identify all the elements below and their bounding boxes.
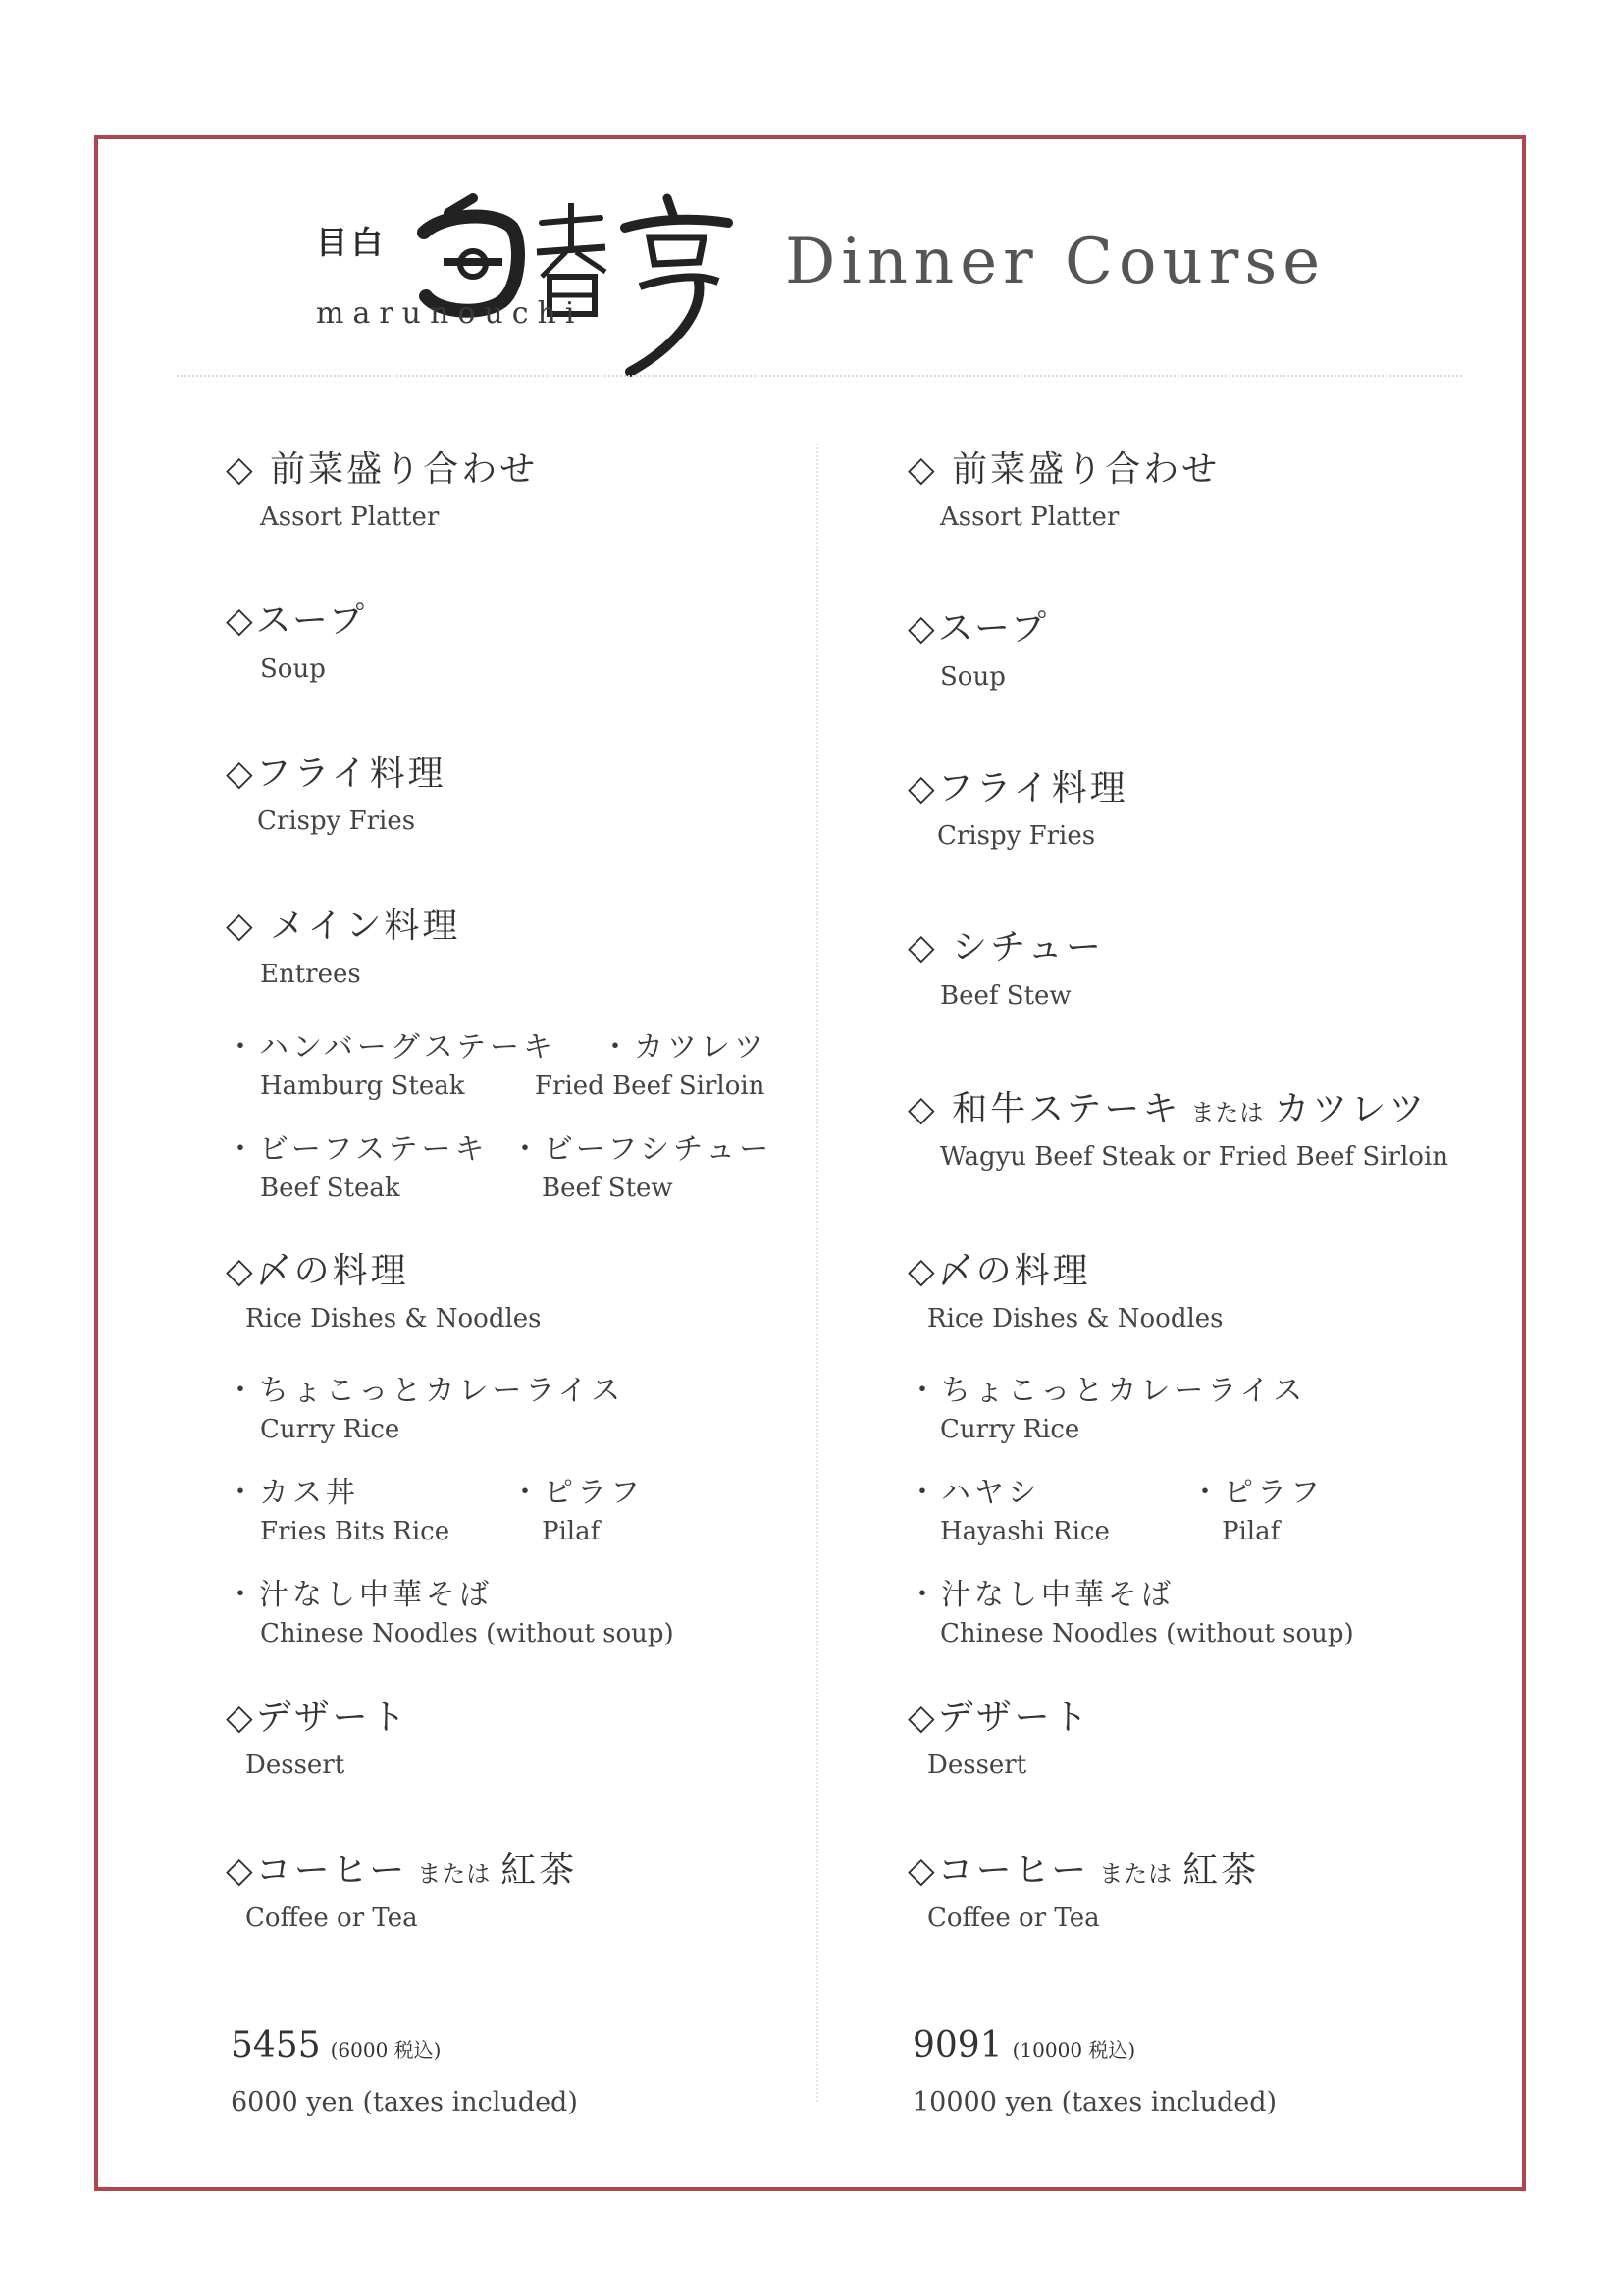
right-rice-jp: ◇〆の料理	[908, 1251, 1091, 1291]
left-noodle-jp: ・汁なし中華そば	[226, 1578, 493, 1612]
menu-frame	[94, 135, 1526, 2191]
left-pilaf-jp: ・ピラフ	[510, 1476, 644, 1510]
right-assort-jp: ◇ 前菜盛り合わせ	[908, 449, 1221, 490]
right-wagyu-en: Wagyu Beef Steak or Fried Beef Sirloin	[940, 1142, 1449, 1172]
left-soup-jp: ◇スープ	[226, 600, 368, 641]
left-hamburg-en: Hamburg Steak	[260, 1071, 465, 1101]
right-wagyu-jp: ◇ 和牛ステーキ または カツレツ	[908, 1089, 1428, 1129]
left-kasudon-en: Fries Bits Rice	[260, 1517, 450, 1546]
marunouchi-label: marunouchi	[316, 296, 584, 331]
left-hamburg-jp: ・ハンバーグステーキ	[226, 1030, 556, 1065]
right-hayashi-jp: ・ハヤシ	[908, 1476, 1041, 1510]
header-divider	[177, 375, 1462, 377]
right-noodle-en: Chinese Noodles (without soup)	[940, 1619, 1354, 1648]
left-fries-en: Crispy Fries	[257, 807, 416, 836]
left-stew-en: Beef Stew	[542, 1174, 673, 1203]
right-stew-en: Beef Stew	[940, 981, 1072, 1011]
right-coffee-jp: ◇コーヒー または 紅茶	[908, 1851, 1260, 1891]
left-katsu-en: Fried Beef Sirloin	[535, 1071, 765, 1101]
left-beefsteak-en: Beef Steak	[260, 1174, 400, 1203]
left-assort-jp: ◇ 前菜盛り合わせ	[226, 449, 539, 490]
right-soup-jp: ◇スープ	[908, 608, 1050, 649]
right-curry-en: Curry Rice	[940, 1415, 1080, 1444]
left-coffee-en: Coffee or Tea	[245, 1904, 418, 1933]
left-rice-en: Rice Dishes & Noodles	[245, 1304, 542, 1333]
left-dessert-jp: ◇デザート	[226, 1697, 409, 1738]
left-price: 5455 (6000 税込)	[231, 2025, 442, 2065]
right-soup-en: Soup	[940, 662, 1006, 692]
right-pilaf-en: Pilaf	[1222, 1517, 1281, 1546]
right-fries-en: Crispy Fries	[937, 821, 1096, 851]
meguro-label: 目白	[316, 224, 388, 261]
left-katsu-jp: ・カツレツ	[601, 1030, 767, 1065]
right-coffee-en: Coffee or Tea	[927, 1904, 1100, 1933]
right-noodle-jp: ・汁なし中華そば	[908, 1578, 1175, 1612]
right-hayashi-en: Hayashi Rice	[940, 1517, 1110, 1546]
right-stew-jp: ◇ シチュー	[908, 927, 1105, 967]
page-title: Dinner Course	[785, 226, 1327, 298]
hakkotei-logo	[404, 193, 738, 380]
header	[98, 139, 1522, 375]
left-fries-jp: ◇フライ料理	[226, 754, 446, 794]
left-rice-jp: ◇〆の料理	[226, 1251, 409, 1291]
right-dessert-en: Dessert	[927, 1750, 1027, 1780]
left-price-en: 6000 yen (taxes included)	[231, 2087, 578, 2117]
left-noodle-en: Chinese Noodles (without soup)	[260, 1619, 674, 1648]
left-stew-jp: ・ビーフシチュー	[510, 1132, 773, 1167]
right-curry-jp: ・ちょこっとカレーライス	[908, 1374, 1307, 1408]
left-pilaf-en: Pilaf	[542, 1517, 601, 1546]
left-assort-en: Assort Platter	[260, 502, 440, 532]
right-price-en: 10000 yen (taxes included)	[913, 2087, 1278, 2117]
left-coffee-jp: ◇コーヒー または 紅茶	[226, 1851, 578, 1891]
left-beefsteak-jp: ・ビーフステーキ	[226, 1132, 489, 1167]
right-assort-en: Assort Platter	[940, 502, 1120, 532]
left-main-jp: ◇ メイン料理	[226, 906, 461, 946]
left-soup-en: Soup	[260, 654, 326, 684]
left-curry-jp: ・ちょこっとカレーライス	[226, 1374, 625, 1408]
column-divider	[816, 444, 818, 2102]
left-main-en: Entrees	[260, 960, 361, 989]
right-rice-en: Rice Dishes & Noodles	[927, 1304, 1224, 1333]
right-dessert-jp: ◇デザート	[908, 1697, 1091, 1738]
left-dessert-en: Dessert	[245, 1750, 345, 1780]
right-price: 9091 (10000 税込)	[913, 2025, 1136, 2065]
right-pilaf-jp: ・ピラフ	[1190, 1476, 1324, 1510]
left-kasudon-jp: ・カス丼	[226, 1476, 359, 1510]
left-curry-en: Curry Rice	[260, 1415, 400, 1444]
right-fries-jp: ◇フライ料理	[908, 768, 1128, 809]
